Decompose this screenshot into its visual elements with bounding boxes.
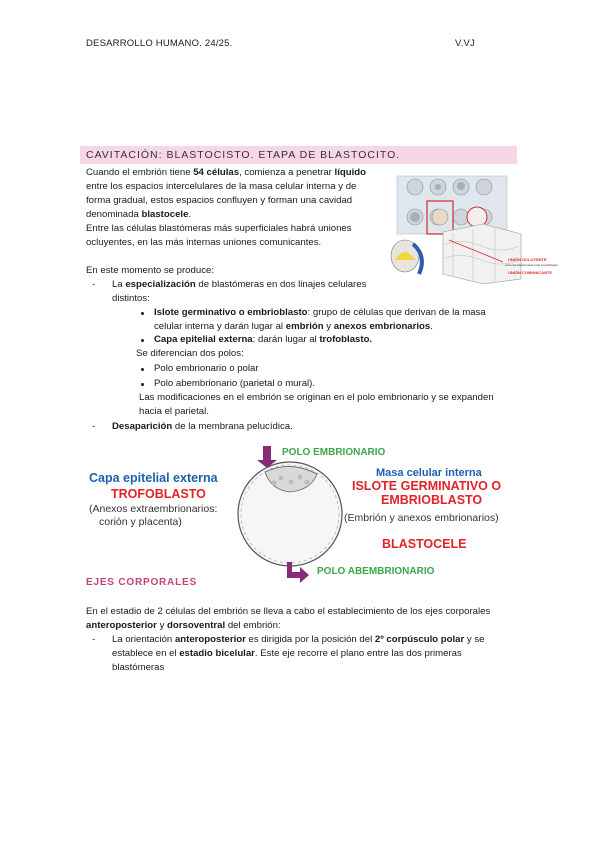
section-title-bar (80, 146, 517, 164)
paragraph-line: Entre las células blastómeras más superficiales habrá uniones (86, 223, 352, 234)
masa-celular-label: Masa celular interna (376, 467, 482, 479)
bullet-dot (141, 368, 144, 371)
sub-list-item: Polo embrionario o polar (154, 363, 259, 374)
paragraph-line: ocluyentes, en las más internas uniones comunicantes. (86, 237, 322, 248)
list-item: La especialización de blastómeras en dos linajes celulares (112, 279, 367, 290)
list-item-cont: distintos: (112, 293, 150, 304)
polo-abembrionario-label: POLO ABEMBRIONARIO (317, 566, 435, 577)
svg-text:entre las blastómeras más supe: entre las blastómeras más superficiales (505, 263, 558, 267)
dash-bullet: - (92, 279, 96, 290)
dash-bullet: - (92, 634, 96, 645)
bullet-dot (141, 312, 144, 315)
paragraph-line: En este momento se produce: (86, 265, 214, 276)
paragraph-line: Las modificaciones en el embrión se originan en el polo embrionario y se expanden (139, 392, 494, 403)
bullet-dot (141, 339, 144, 342)
trofoblasto-label: TROFOBLASTO (111, 487, 206, 501)
header-left: DESARROLLO HUMANO. 24/25. (86, 38, 233, 49)
embrion-anexos-label: (Embrión y anexos embrionarios) (344, 512, 499, 524)
svg-text:UNIÓN COMUNICANTE: UNIÓN COMUNICANTE (508, 270, 552, 275)
poles-text: Se diferencian dos polos: (136, 348, 244, 359)
embrioblasto-label: EMBRIOBLASTO (381, 493, 483, 507)
section-title: CAVITACIÓN: BLASTOCISTO. ETAPA DE BLASTOCITO. (86, 149, 401, 161)
blastocele-label: BLASTOCELE (382, 537, 467, 551)
blastocyst-diagram (85, 442, 515, 580)
bullet-dot (141, 383, 144, 386)
anexos-label: corión y placenta) (99, 516, 182, 528)
list-item: La orientación anteroposterior es dirigida por la posición del 2º corpúsculo polar y se (112, 634, 485, 645)
sub-list-item: Islote germinativo o embrioblasto: grupo de células que derivan de la masa (154, 307, 486, 318)
dash-bullet: - (92, 421, 96, 432)
ejes-title: EJES CORPORALES (86, 577, 197, 588)
list-item-cont: blastómeras (112, 662, 165, 673)
anexos-label: (Anexos extraembrionarios: (89, 503, 218, 515)
svg-text:UNIÓN OCLUYENTE: UNIÓN OCLUYENTE (508, 257, 547, 262)
sub-list-item: Capa epitelial externa: darán lugar al trofoblasto. (154, 334, 373, 345)
paragraph-line: En el estadio de 2 células del embrión se lleva a cabo el establecimiento de los ejes corporales (86, 606, 491, 617)
paragraph-line: forma gradual, estos espacios confluyen y forman una cavidad (86, 195, 353, 206)
polo-embrionario-label: POLO EMBRIONARIO (282, 447, 386, 458)
list-item-cont: establece en el estadio bicelular. Este eje recorre el plano entre las dos primeras (112, 648, 462, 659)
capa-epitelial-label: Capa epitelial externa (89, 471, 218, 485)
header-right: V.VJ (455, 38, 475, 49)
paragraph-line: anteroposterior y dorsoventral del embrión: (86, 620, 281, 631)
islote-label: ISLOTE GERMINATIVO O (352, 479, 502, 493)
paragraph-line: entre los espacios intercelulares de la masa celular interna y de (86, 181, 357, 192)
sub-list-item: Polo abembrionario (parietal o mural). (154, 378, 316, 389)
list-item: Desaparición de la membrana pelucídica. (112, 421, 293, 432)
paragraph-line: Cuando el embrión tiene 54 células, comienza a penetrar líquido (86, 167, 366, 178)
paragraph-line: hacia el parietal. (139, 406, 209, 417)
blastocyst-figure (383, 174, 558, 292)
sub-list-item-cont: celular interna y darán lugar al embrión y anexos embrionarios. (154, 321, 433, 332)
paragraph-line: denominada blastocele. (86, 209, 192, 220)
